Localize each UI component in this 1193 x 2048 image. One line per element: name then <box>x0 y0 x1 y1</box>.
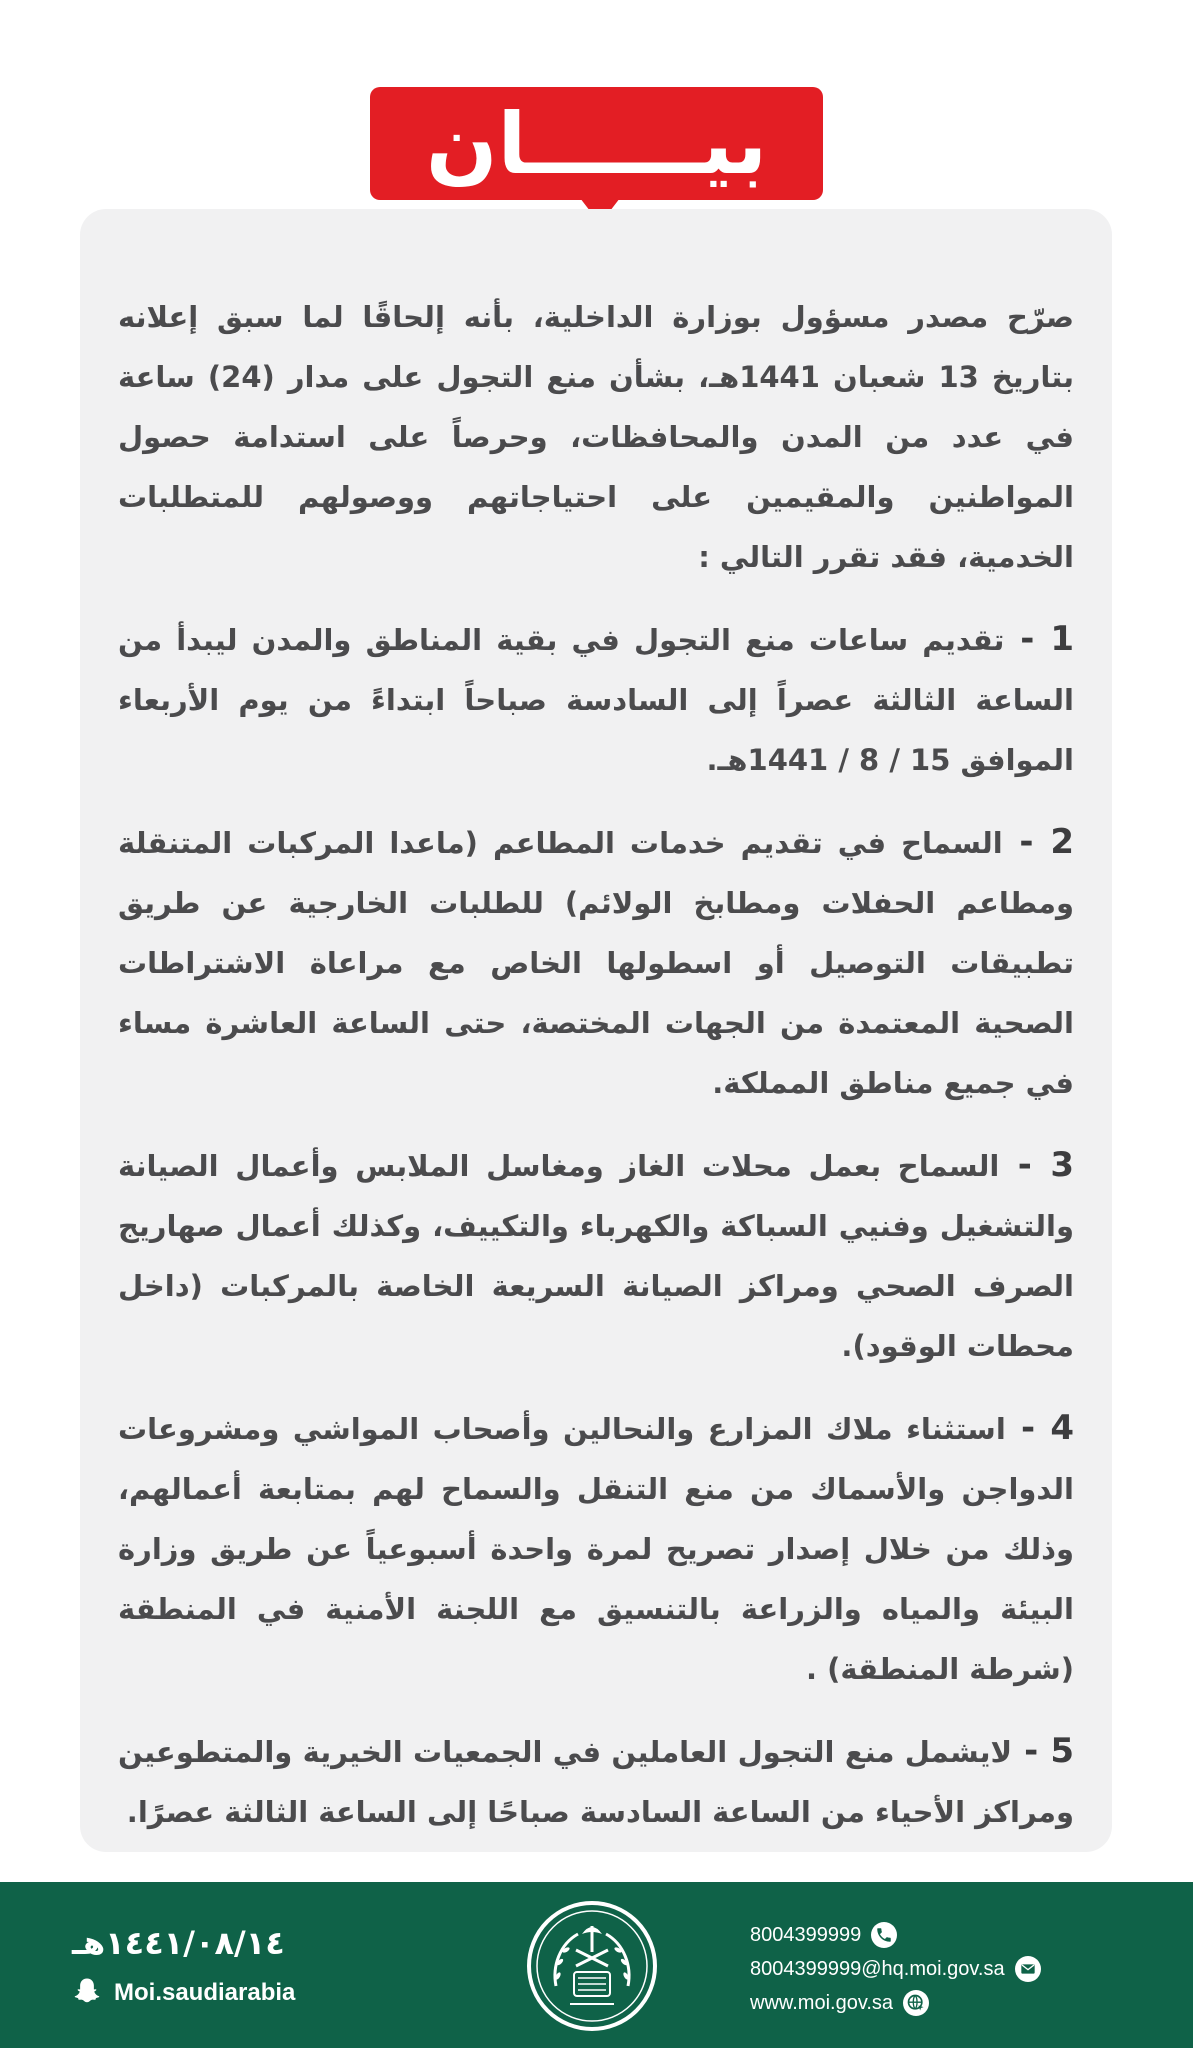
announcement-title-banner <box>370 87 823 200</box>
footer-bar <box>0 1882 1193 2048</box>
item-4-text: استثناء ملاك المزارع والنحالين وأصحاب المواشي ومشروعات الدواجن والأسماك من منع التنقل والسماح لهم بمتابعة أعمالهم، وذلك من خلال إصدار تصريح لمرة واحدة أسبوعياً عن طريق وزارة البيئة والمياه والزراعة بالتنسيق مع اللجنة الأمنية في المنطقة (شرطة المنطقة) . <box>118 1412 1074 1686</box>
announcement-card <box>80 209 1112 1852</box>
item-3-text: السماح بعمل محلات الغاز ومغاسل الملابس وأعمال الصيانة والتشغيل وفنيي السباكة والكهرباء والتكييف، وكذلك أعمال صهاريج الصرف الصحي ومراكز الصيانة السريعة الخاصة بالمركبات (داخل محطات الوقود). <box>118 1149 1074 1363</box>
item-1-number: 1 - <box>1004 619 1074 659</box>
intro-text: صرّح مصدر مسؤول بوزارة الداخلية، بأنه إلحاقًا لما سبق إعلانه بتاريخ 13 شعبان 1441هـ، بشأن منع التجول على مدار (24) ساعة في عدد من المدن والمحافظات، وحرصاً على استدامة حصول المواطنين والمقيمين على احتياجاتهم ووصولهم للمتطلبات الخدمية، فقد تقرر التالي : <box>118 300 1075 574</box>
item-4-number: 4 - <box>1005 1408 1074 1448</box>
social-handle: Moi.saudiarabia <box>114 1979 296 2006</box>
intro-paragraph <box>118 287 1074 587</box>
item-3 <box>118 1135 1074 1376</box>
contact-website[interactable] <box>750 1986 1130 2020</box>
item-2-number: 2 - <box>1002 822 1074 862</box>
email-address: 8004399999@hq.moi.gov.sa <box>750 1957 1005 1980</box>
item-2-text: السماح في تقديم خدمات المطاعم (ماعدا المركبات المتنقلة ومطاعم الحفلات ومطابخ الولائم) للطلبات الخارجية عن طريق تطبيقات التوصيل أو اسطولها الخاص مع مراعاة الاشتراطات الصحية المعتمدة من الجهات المختصة، حتى الساعة العاشرة مساء في جميع مناطق المملكة. <box>118 826 1074 1100</box>
item-1-text: تقديم ساعات منع التجول في بقية المناطق والمدن ليبدأ من الساعة الثالثة عصراً إلى السادسة صباحاً ابتداءً من يوم الأربعاء الموافق 15 / 8 / 1441هـ. <box>118 623 1074 777</box>
date-and-social <box>72 1920 372 2010</box>
item-1 <box>118 609 1074 790</box>
contact-list <box>750 1918 1130 2020</box>
phone-icon <box>871 1922 897 1948</box>
item-5-text: لايشمل منع التجول العاملين في الجمعيات الخيرية والمتطوعين ومراكز الأحياء من الساعة السادسة صباحًا إلى الساعة الثالثة عصرًا. <box>118 1735 1074 1829</box>
issue-date: ١٤٤١/٠٨/١٤هـ <box>72 1924 285 1962</box>
item-3-number: 3 - <box>999 1145 1074 1185</box>
social-handle-row[interactable] <box>72 1976 372 2010</box>
snapchat-icon <box>72 1976 102 2010</box>
contact-phone[interactable] <box>750 1918 1130 1952</box>
item-2 <box>118 812 1074 1113</box>
email-icon <box>1015 1956 1041 1982</box>
item-5 <box>118 1721 1074 1842</box>
ministry-emblem-icon <box>526 1900 658 2032</box>
website-url: www.moi.gov.sa <box>750 1991 894 2014</box>
announcement-title: بيــــــان <box>370 87 823 200</box>
item-4 <box>118 1398 1074 1699</box>
phone-number: 8004399999 <box>750 1923 862 1946</box>
contact-email[interactable] <box>750 1952 1130 1986</box>
item-5-number: 5 - <box>1012 1731 1074 1771</box>
globe-cursor-icon <box>903 1990 929 2016</box>
